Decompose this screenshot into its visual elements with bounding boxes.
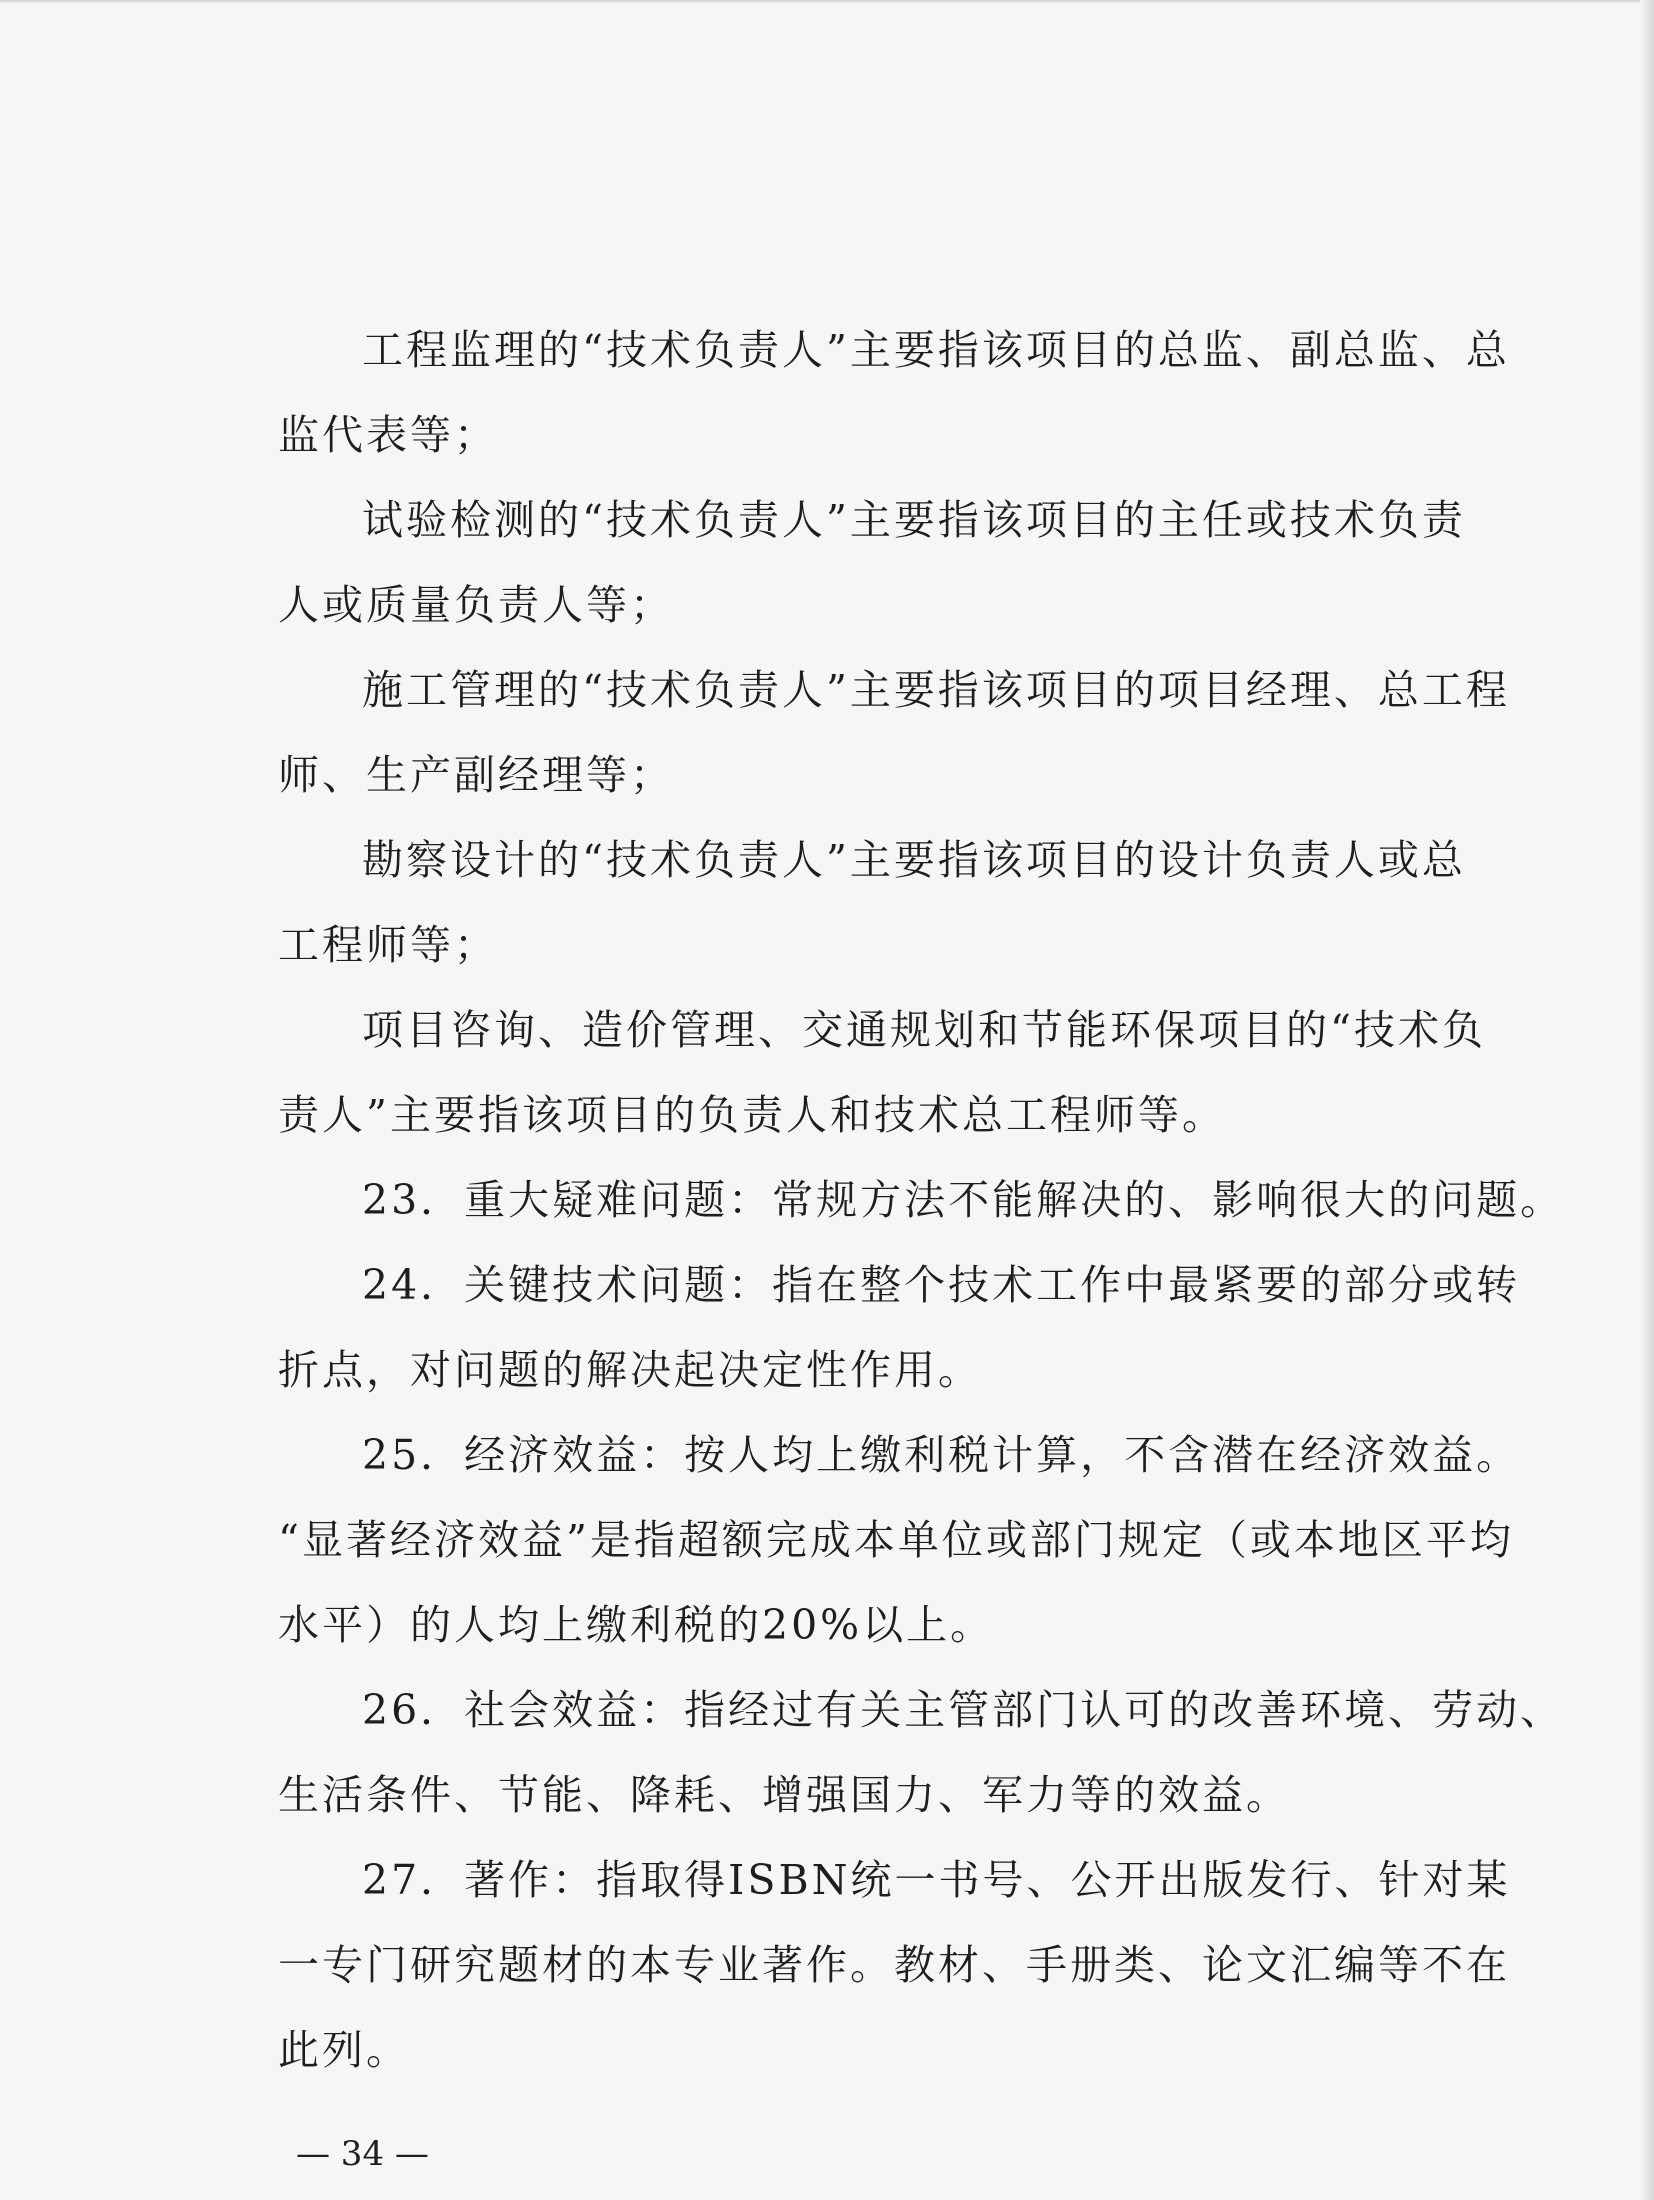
paragraph-line: 23．重大疑难问题：常规方法不能解决的、影响很大的问题。 <box>362 1176 1565 1224</box>
paragraph-line: 水平）的人均上缴利税的20%以上。 <box>278 1601 995 1649</box>
paragraph-line: 施工管理的“技术负责人”主要指该项目的项目经理、总工程 <box>362 666 1510 714</box>
paragraph-line: 工程监理的“技术负责人”主要指该项目的总监、副总监、总 <box>362 326 1510 374</box>
document-body <box>278 308 1565 2093</box>
paragraph-line: 勘察设计的“技术负责人”主要指该项目的设计负责人或总 <box>362 836 1466 884</box>
paragraph-line: 一专门研究题材的本专业著作。教材、手册类、论文汇编等不在 <box>278 1941 1510 1989</box>
paragraph-line: 25．经济效益：按人均上缴利税计算，不含潜在经济效益。 <box>362 1431 1521 1479</box>
paragraph-line: 师、生产副经理等； <box>278 751 674 799</box>
paragraph-line: 试验检测的“技术负责人”主要指该项目的主任或技术负责 <box>362 496 1466 544</box>
paragraph-line: 26．社会效益：指经过有关主管部门认可的改善环境、劳动、 <box>362 1686 1565 1734</box>
scan-top-edge <box>0 0 1654 4</box>
paragraph-line: 责人”主要指该项目的负责人和技术总工程师等。 <box>278 1091 1226 1139</box>
paragraph-line: “显著经济效益”是指超额完成本单位或部门规定（或本地区平均 <box>278 1516 1514 1564</box>
page-number: — 34 — <box>296 2134 429 2174</box>
scan-right-edge <box>1640 0 1654 2200</box>
paragraph-line: 工程师等； <box>278 921 498 969</box>
paragraph-line: 27．著作：指取得ISBN统一书号、公开出版发行、针对某 <box>362 1856 1511 1904</box>
paragraph-line: 折点，对问题的解决起决定性作用。 <box>278 1346 982 1394</box>
paragraph-line: 此列。 <box>278 2026 410 2074</box>
paragraph-line: 监代表等； <box>278 411 498 459</box>
paragraph-line: 人或质量负责人等； <box>278 581 674 629</box>
paragraph-line: 生活条件、节能、降耗、增强国力、军力等的效益。 <box>278 1771 1290 1819</box>
paragraph-line: 24．关键技术问题：指在整个技术工作中最紧要的部分或转 <box>362 1261 1521 1309</box>
paragraph-line: 项目咨询、造价管理、交通规划和节能环保项目的“技术负 <box>362 1006 1486 1054</box>
